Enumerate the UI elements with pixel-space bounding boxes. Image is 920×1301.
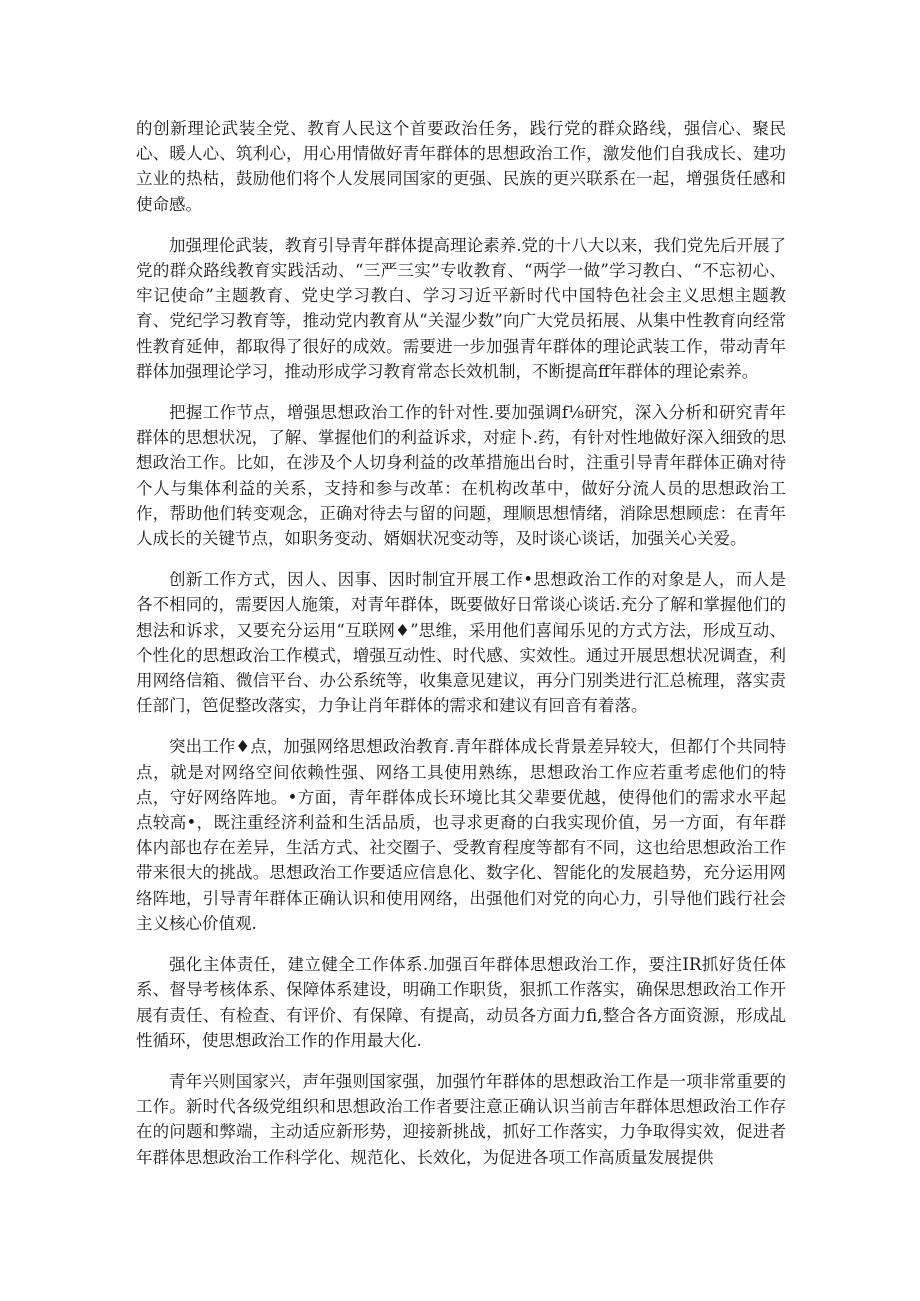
paragraph-1: 的创新理论武装全党、教育人民这个首要政治任务，践行党的群众路线，强信心、聚民心、暖人心、筑利心，用心用情做好青年群体的思想政治工作，激发他们自我成长、建功立业的热枯，鼓励他们将个人发展同国家的更强、民族的更兴联系在一起，增强货任感和使命感。 <box>136 119 786 214</box>
paragraph-5: 突出工作♦点，加强网络思想政治教育.青年群体成长背景差异较大，但都仃个共同特点，就是对网络空间依赖性强、网络工具使用熟练，思想政治工作应若重考虑他们的特点，守好网络阵地。•方面，青年群体成长环境比其父辈要优越，使得他们的需求水平起点较高•，既注重经济利益和生活品质，也寻求更裔的白我实现价值，另一方面，有年群体内部也存在差异，生活方式、社交圈子、受教育程度等都有不同，这也给思想政治工作带来很大的挑战。思想政治工作要适应信息化、数字化、智能化的发展趋势，充分运用网络阵地，引导青年群体正确认识和使用网络，出强他们对党的向心力，引导他们践行社会主义核心价值观. <box>136 737 786 933</box>
paragraph-4: 创新工作方式，因人、因事、因时制宜开展工作•思想政治工作的对象是人，而人是各不相同的，需要因人施策，对青年群体，既要做好日常谈心谈话.充分了解和掌握他们的想法和诉求，又要充分运用“互联网♦”思维，采用他们喜闻乐见的方式方法，形成互动、个性化的思想政治工作模式，增强互动性、时代感、实效性。通过开展思想状况调查，利用网络信箱、微信平台、办公系统等，收集意见建议，再分门别类进行汇总梳理，落实责任部门，笆促整改落实，力争让肖年群体的需求和建议有回音有着落。 <box>136 570 786 716</box>
paragraph-2: 加强理伦武装，教育引导青年群体提高理论素养.党的十八大以来，我们党先后开展了党的群众路线教育实践活动、“三严三实”专收教育、“两学一做”学习教白、“不忘初心、牢记使命”主题教育、党史学习教白、学习习近平新时代中国特色社会主义思想主题教育、党纪学习教育等，推动党内教育从“关湿少数”向广大党员拓展、从集中性教育向经常性教育延伸，都取得了很好的成效。需要进一步加强青年群体的理论武装工作，带动青年群体加强理论学习，推动形成学习教育常态长效机制，不断提高ff年群体的理论索养。 <box>136 235 786 381</box>
paragraph-7: 青年兴则国家兴，声年强则国家强，加强竹年群体的思想政治工作是一项非常重要的工作。新时代各级党组织和思想政治工作者要注意正确认识当前吉年群体思想政治工作存在的问题和弊端，主动适应新形势，迎接新挑战，抓好工作落实，力争取得实效，促进者年群体思想政治工作科学化、规范化、长效化，为促进各项工作高质量发展提供 <box>136 1071 786 1167</box>
paragraph-3: 把握工作节点，增强思想政治工作的针对性.要加强调f⅛研究，深入分析和研究青年群体的思想状况，了解、掌握他们的利益诉求，对症卜.药，有针对性地做好深入细致的思想政治工作。比如，在涉及个人切身利益的改革措施出台时，注重引导青年群体正确对待个人与集体利益的关系，支持和参与改革：在机构改革中，做好分流人员的思想政治工作，帮助他们转变观念，正确对待去与留的问题，理顺思想情绪，消除思想顾虑：在青年人成长的关键节点，如职务变动、婿姻状况变动等，及时谈心谈话，加强关心关爱。 <box>136 403 786 549</box>
document-body <box>136 116 786 1186</box>
paragraph-6: 强化主体责任，建立健全工作体系.加强百年群体思想政治工作，要注IR抓好货任体系、督导考核体系、保障体系建设，明确工作职货，狠抓工作落实，确保思想政治工作开展有责任、有检查、有评价、有保障、有提高，动员各方面力fi,整合各方面资源，形成乩性循环，使思想政治工作的作用最大化. <box>136 955 786 1050</box>
